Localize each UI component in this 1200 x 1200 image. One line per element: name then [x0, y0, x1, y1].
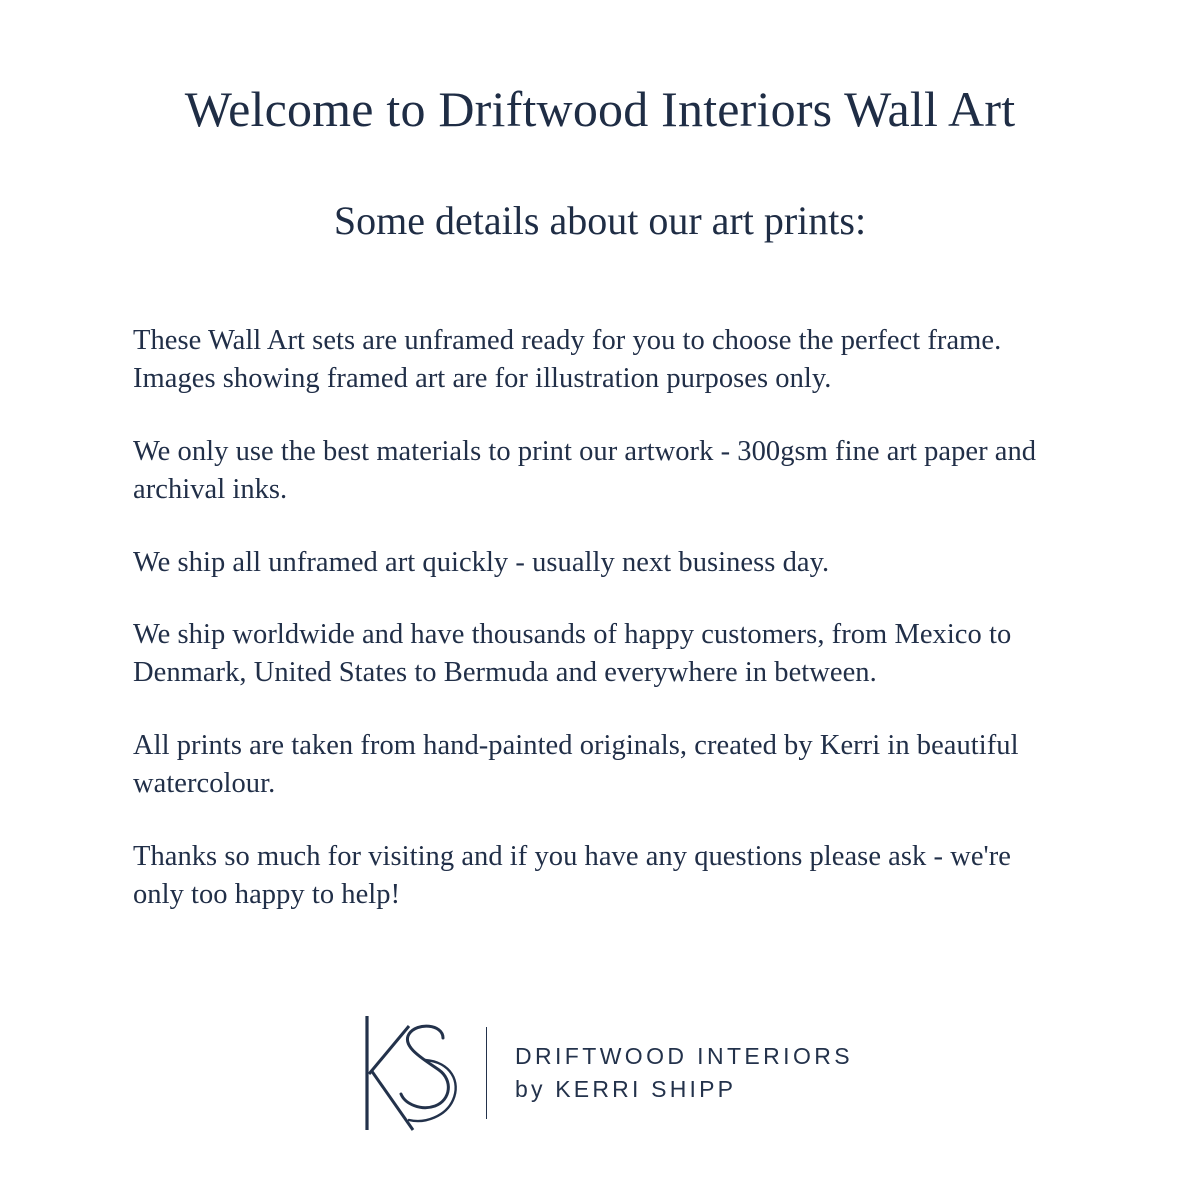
brand-line-1: DRIFTWOOD INTERIORS	[514, 1042, 854, 1069]
paragraph: We only use the best materials to print our artwork - 300gsm fine art paper and archival inks.	[133, 435, 1037, 505]
page-subtitle: Some details about our art prints:	[333, 198, 867, 243]
paragraph: Thanks so much for visiting and if you have any questions please ask - we're only too happy to help!	[133, 841, 1011, 910]
paragraph: We ship worldwide and have thousands of happy customers, from Mexico to Denmark, United States to Bermuda and everywhere in between.	[133, 619, 1012, 689]
brand-line-2: by KERRI SHIPP	[514, 1076, 737, 1102]
brand-name	[515, 1040, 853, 1107]
brand-footer	[0, 1008, 1200, 1138]
paragraph: We ship all unframed art quickly - usually next business day.	[133, 546, 830, 578]
paragraph: These Wall Art sets are unframed ready for you to choose the perfect frame. Images showing framed art are for illustration purposes only.	[133, 325, 1002, 394]
ks-monogram-icon	[347, 1008, 472, 1138]
body-copy	[133, 322, 1067, 914]
footer-divider	[486, 1027, 487, 1119]
paragraph: All prints are taken from hand-painted originals, created by Kerri in beautiful watercolour.	[133, 730, 1019, 800]
page-title: Welcome to Driftwood Interiors Wall Art	[184, 81, 1016, 137]
